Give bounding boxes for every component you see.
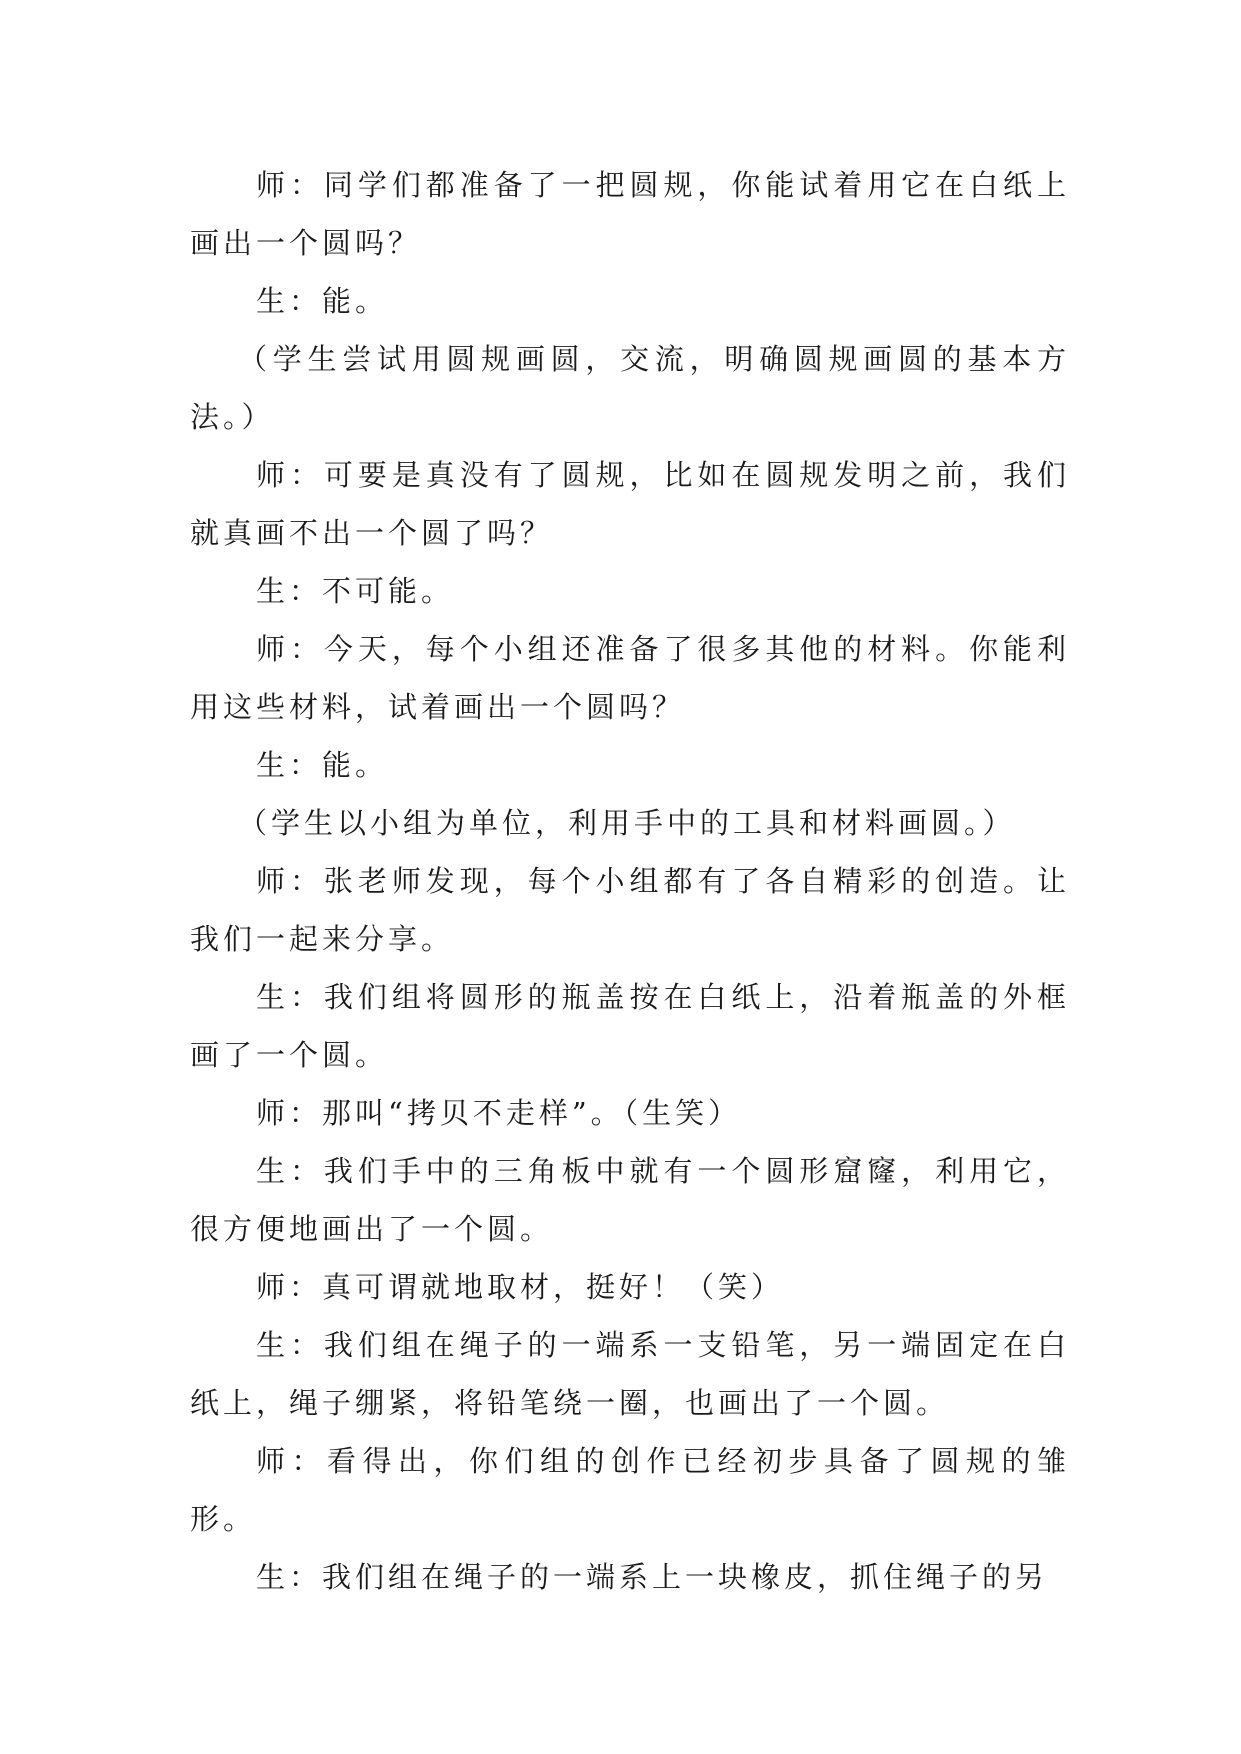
- paragraph: 生：不可能。: [256, 574, 455, 608]
- paragraph: 生：我们组在绳子的一端系上一块橡皮，抓住绳子的另: [256, 1560, 1049, 1594]
- paragraph: 师：看得出，你们组的创作已经初步具备了圆规的雏形。: [190, 1444, 1070, 1536]
- paragraph: 师：真可谓就地取材，挺好！（笑）: [256, 1270, 785, 1304]
- paragraph: 生：我们组在绳子的一端系一支铅笔，另一端固定在白纸上，绳子绷紧，将铅笔绕一圈，也画出了一个圆。: [190, 1328, 1070, 1420]
- paragraph: 师：那叫“拷贝不走样”。（生笑）: [256, 1096, 742, 1130]
- document-body: [190, 156, 1070, 1606]
- paragraph: 师：可要是真没有了圆规，比如在圆规发明之前，我们就真画不出一个圆了吗？: [190, 458, 1070, 550]
- paragraph: 师：今天，每个小组还准备了很多其他的材料。你能利用这些材料，试着画出一个圆吗？: [190, 632, 1070, 724]
- paragraph-parenthetical: （学生以小组为单位，利用手中的工具和材料画圆。）: [238, 806, 1016, 840]
- paragraph-parenthetical: （学生尝试用圆规画圆，交流，明确圆规画圆的基本方法。）: [190, 342, 1070, 434]
- paragraph: 师：同学们都准备了一把圆规，你能试着用它在白纸上画出一个圆吗？: [190, 168, 1070, 260]
- paragraph: 师：张老师发现，每个小组都有了各自精彩的创造。让我们一起来分享。: [190, 864, 1070, 956]
- paragraph: 生：能。: [256, 284, 389, 318]
- paragraph: 生：我们组将圆形的瓶盖按在白纸上，沿着瓶盖的外框画了一个圆。: [190, 980, 1070, 1072]
- paragraph: 生：我们手中的三角板中就有一个圆形窟窿，利用它，很方便地画出了一个圆。: [190, 1154, 1070, 1246]
- paragraph: 生：能。: [256, 748, 389, 782]
